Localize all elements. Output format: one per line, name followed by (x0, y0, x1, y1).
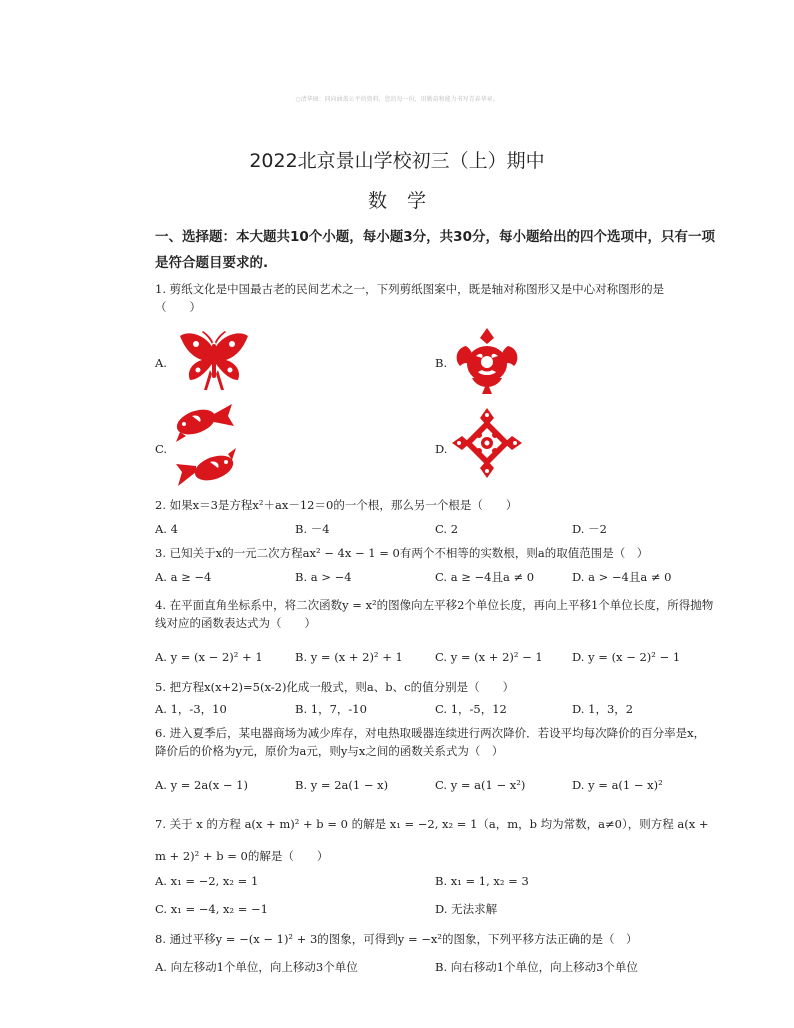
option-b-label: B. (435, 356, 448, 370)
q6-option-a: A. y = 2a(x − 1) (155, 778, 248, 792)
q8-option-a: A. 向左移动1个单位，向上移动3个单位 (155, 960, 358, 974)
question-3-stem: 3. 已知关于x的一元二次方程ax² − 4x − 1 = 0有两个不相等的实数根，则a的取值范围是（ ） (155, 546, 649, 560)
q2-option-d: D. －2 (572, 522, 607, 536)
floral-papercut-icon (452, 326, 522, 396)
question-8-stem: 8. 通过平移y = −(x − 1)² + 3的图象，可得到y = −x²的图象，下列平移方法正确的是（ ） (155, 932, 638, 946)
q6-option-d: D. y = a(1 − x)² (572, 778, 663, 792)
koi-papercut-icon (170, 402, 242, 490)
section-heading: 一、选择题：本大题共10个小题，每小题3分，共30分，每小题给出的四个选项中，只有一项是符合题目要求的. (155, 229, 715, 271)
question-7-stem: 7. 关于 x 的方程 a(x + m)² + b = 0 的解是 x₁ = −2, x₂ = 1（a，m，b 均为常数，a≠0），则方程 a(x + m + 2)² + b = 0的解是（ ） (155, 817, 709, 863)
q4-option-c: C. y = (x + 2)² − 1 (435, 650, 543, 664)
q5-option-c: C. 1，-5，12 (435, 702, 507, 716)
q4-option-d: D. y = (x − 2)² − 1 (572, 650, 681, 664)
q8-option-b: B. 向右移动1个单位，向上移动3个单位 (435, 960, 638, 974)
subject-heading: 数学 (367, 190, 446, 212)
q7-option-b: B. x₁ = 1, x₂ = 3 (435, 874, 529, 888)
q3-option-b: B. a > −4 (295, 570, 352, 584)
q5-option-b: B. 1，7，-10 (295, 702, 367, 716)
medallion-papercut-icon (450, 406, 524, 480)
page-title: 2022北京景山学校初三（上）期中 (249, 150, 545, 172)
question-6-stem: 6. 进入夏季后，某电器商场为减少库存，对电热取暖器连续进行两次降价．若设平均每次降价的百分率是x，降价后的价格为y元，原价为a元，则y与x之间的函数关系式为（ ） (155, 726, 706, 758)
question-2-stem: 2. 如果x＝3是方程x²＋ax－12＝0的一个根，那么另一个根是（ ） (155, 498, 518, 512)
question-stem: 1. 剪纸文化是中国最古老的民间艺术之一，下列剪纸图案中，既是轴对称图形又是中心对称图形的是 (155, 282, 665, 296)
q5-option-a: A. 1，-3，10 (155, 702, 227, 716)
question-5-stem: 5. 把方程x(x+2)=5(x-2)化成一般式，则a、b、c的值分别是（ ） (155, 680, 515, 694)
q4-option-b: B. y = (x + 2)² + 1 (295, 650, 403, 664)
q3-option-c: C. a ≥ −4且a ≠ 0 (435, 570, 535, 584)
q7-option-d: D. 无法求解 (435, 902, 498, 916)
q5-option-d: D. 1，3，2 (572, 702, 634, 716)
butterfly-papercut-icon (176, 330, 252, 392)
option-d-label: D. (435, 442, 448, 456)
q3-option-a: A. a ≥ −4 (155, 570, 212, 584)
q2-option-c: C. 2 (435, 522, 459, 536)
q6-option-c: C. y = a(1 − x²) (435, 778, 526, 792)
question-1 (155, 280, 715, 316)
option-a-label: A. (155, 356, 167, 370)
answer-paren: （ ） (155, 300, 201, 314)
q3-option-d: D. a > −4且a ≠ 0 (572, 570, 672, 584)
q7-option-a: A. x₁ = −2, x₂ = 1 (155, 874, 259, 888)
q4-option-a: A. y = (x − 2)² + 1 (155, 650, 263, 664)
q6-option-b: B. y = 2a(1 − x) (295, 778, 389, 792)
q2-option-b: B. －4 (295, 522, 330, 536)
q2-option-a: A. 4 (155, 522, 178, 536)
watermark: ○清华园：同向涵盖公平的资料，您的每一份，用勤奋和能力书写青春华章。 (295, 96, 499, 103)
option-c-label: C. (155, 442, 168, 456)
question-4-stem: 4. 在平面直角坐标系中，将二次函数y = x²的图像向左平移2个单位长度，再向上平移1个单位长度，所得抛物线对应的函数表达式为（ ） (155, 598, 714, 630)
q7-option-c: C. x₁ = −4, x₂ = −1 (155, 902, 269, 916)
